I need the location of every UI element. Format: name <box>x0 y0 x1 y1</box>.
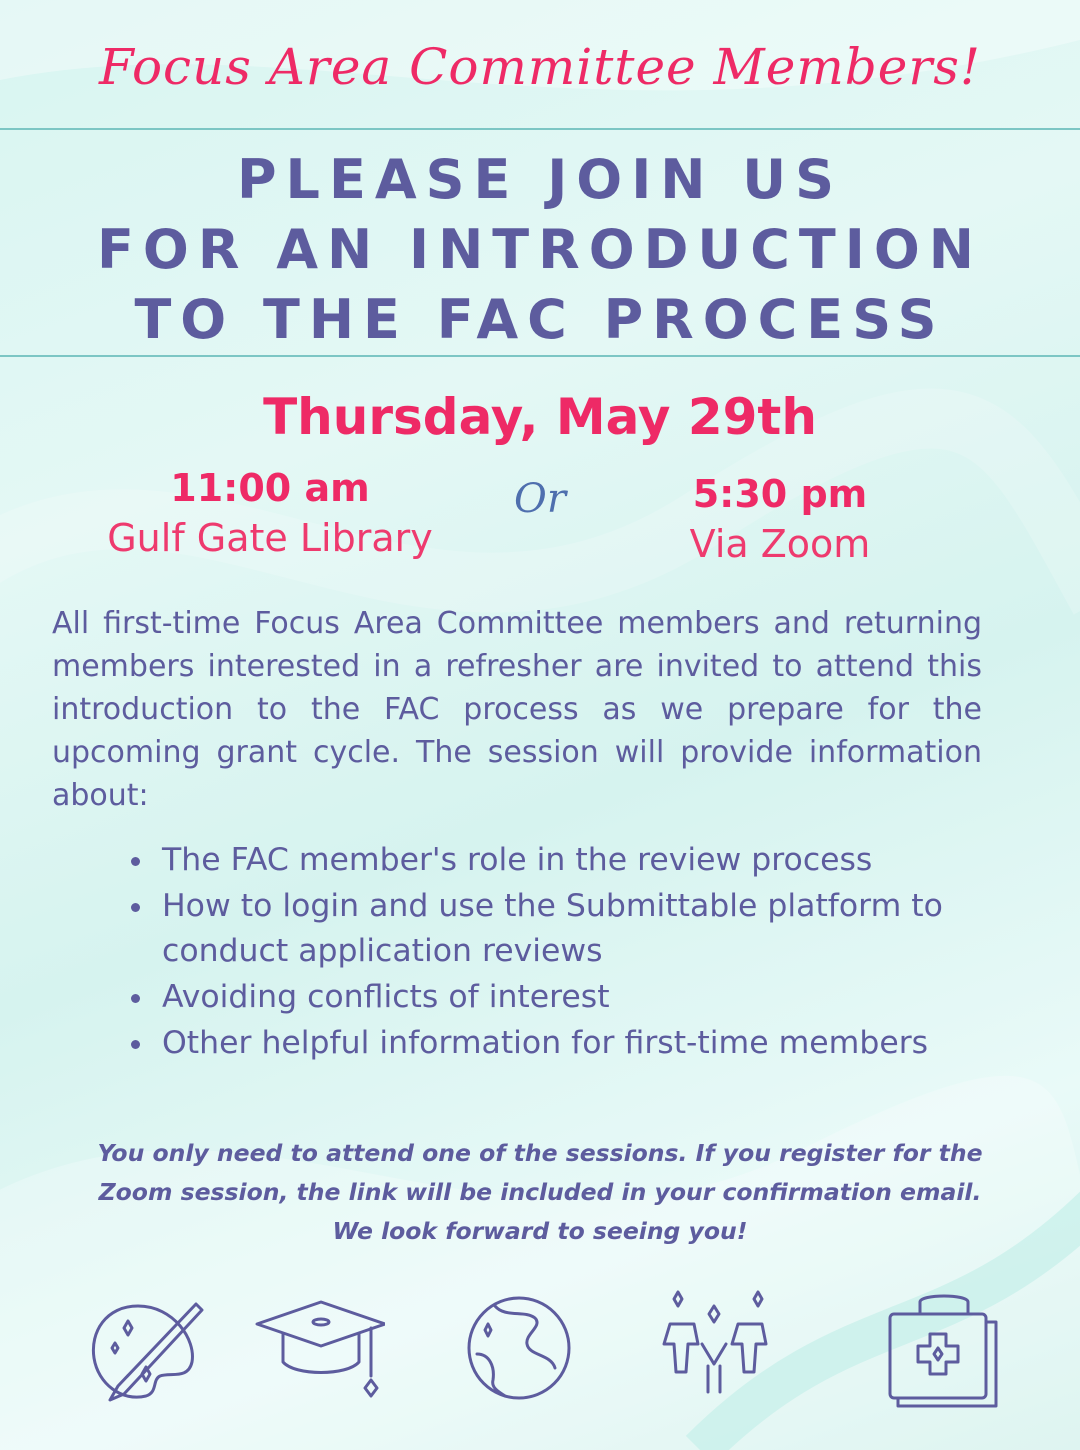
people-icon <box>648 1284 778 1414</box>
first-aid-kit-icon <box>880 1284 1010 1414</box>
session-location: Via Zoom <box>689 522 871 566</box>
divider-bottom <box>0 355 1080 357</box>
session-time: 11:00 am <box>170 466 370 510</box>
palette-icon <box>78 1284 208 1414</box>
topics-list <box>127 838 997 1067</box>
intro-paragraph: All first-time Focus Area Committee members and returning members interested in a refresher are invited to attend this introduction to the FAC process as we prepare for the upcoming grant cycle. The session will provide information about: <box>52 606 982 813</box>
graduation-cap-icon <box>255 1284 385 1414</box>
attendance-note <box>70 1134 1010 1251</box>
list-item: The FAC member's role in the review process <box>127 838 997 883</box>
or-separator: Or <box>514 476 566 522</box>
divider-top <box>0 128 1080 130</box>
session-location: Gulf Gate Library <box>107 516 433 560</box>
list-item: How to login and use the Submittable platform to conduct application reviews <box>127 884 997 974</box>
session-evening <box>630 472 930 566</box>
list-item: Avoiding conflicts of interest <box>127 975 997 1020</box>
session-morning <box>70 466 470 560</box>
note-line: You only need to attend one of the sessions. If you register for the <box>97 1139 983 1167</box>
session-time: 5:30 pm <box>692 472 868 516</box>
event-date: Thursday, May 29th <box>263 388 817 446</box>
title-line-3: TO THE FAC PROCESS <box>134 288 946 351</box>
title-line-2: FOR AN INTRODUCTION <box>97 218 983 281</box>
note-line: We look forward to seeing you! <box>332 1217 748 1245</box>
title-line-1: PLEASE JOIN US <box>236 148 844 211</box>
headline: Focus Area Committee Members! <box>98 38 981 96</box>
note-line: Zoom session, the link will be included in your confirmation email. <box>98 1178 982 1206</box>
page-title <box>0 145 1080 355</box>
globe-icon <box>455 1284 585 1414</box>
list-item: Other helpful information for first-time members <box>127 1021 997 1066</box>
